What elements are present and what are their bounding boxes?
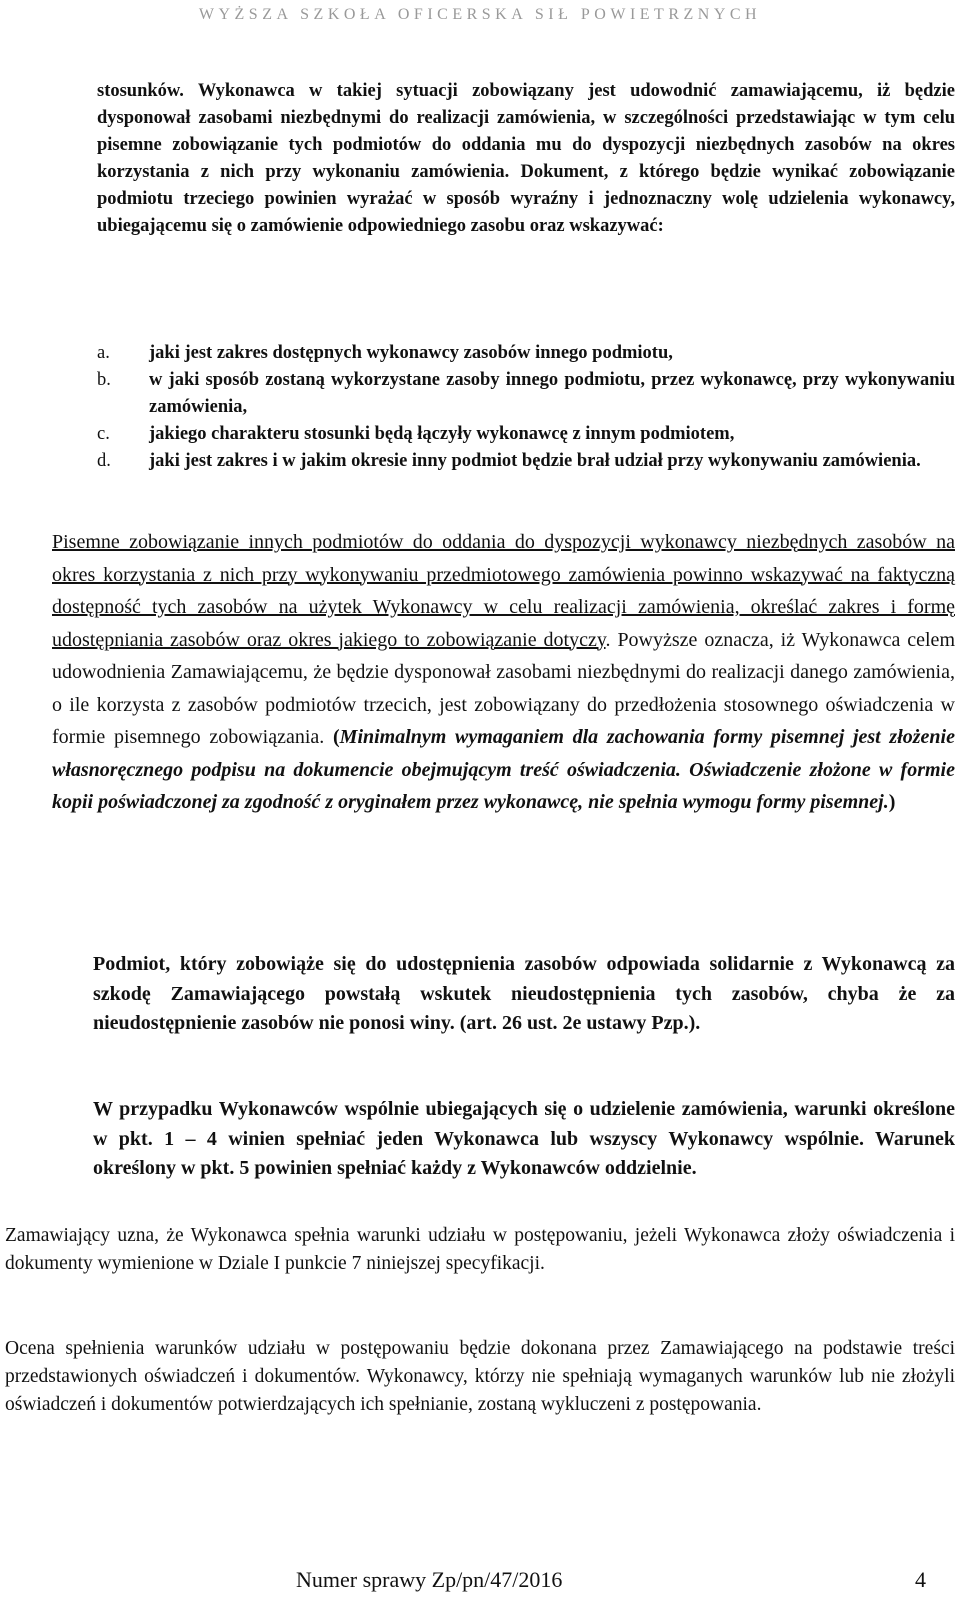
list-item-text: jaki jest zakres dostępnych wykonawcy zasobów innego podmiotu, xyxy=(149,343,673,363)
list-item xyxy=(97,448,955,475)
list-item-text: jaki jest zakres i w jakim okresie inny podmiot będzie brał udział przy wykonywaniu zamówienia. xyxy=(149,451,921,471)
footer-case-number: Numer sprawy Zp/pn/47/2016 xyxy=(296,1567,563,1592)
list-item-text: jakiego charakteru stosunki będą łączyły wykonawcę z innym podmiotem, xyxy=(149,424,735,444)
requirements-list xyxy=(97,340,955,475)
underlined-text: Pisemne zobowiązanie innych podmiotów do oddania do dyspozycji wykonawcy niezbędnych zasobów na okres korzystania z nich przy wykonywaniu przedmiotowego zamówienia powinno wskazywać na faktyczną dostępność tych zasobów na użytek Wykonawcy w celu realizacji zamówienia, określać zakres i formę udostępniania zasobów oraz okres jakiego to zobowiązanie dotyczy xyxy=(52,531,955,651)
paragraph-resources-commitment: stosunków. Wykonawca w takiej sytuacji zobowiązany jest udowodnić zamawiającemu, iż będzie dysponował zasobami niezbędnymi do realizacji zamówienia, w szczególności przedstawiając w tym celu pisemne zobowiązanie tych podmiotów do oddania mu do dyspozycji niezbędnych zasobów na okres korzystania z nich przy wykonaniu zamówienia. Dokument, z którego będzie wynikać zobowiązanie podmiotu trzeciego powinien wyrażać w sposób wyraźny i jednoznaczny wolę udzielenia wykonawcy, ubiegającemu się o zamówienie odpowiedniego zasobu oraz wskazywać: xyxy=(97,81,955,236)
list-item-label: a. xyxy=(97,343,110,363)
bold-close-paren: ) xyxy=(888,791,896,813)
list-item xyxy=(97,367,955,421)
paragraph-conditions-met: Zamawiający uzna, że Wykonawca spełnia warunki udziału w postępowaniu, jeżeli Wykonawca złoży oświadczenia i dokumenty wymienione w Dziale I punkcie 7 niniejszej specyfikacji. xyxy=(5,1225,955,1274)
list-item-label: d. xyxy=(97,451,111,471)
paragraph-evaluation: Ocena spełnienia warunków udziału w postępowaniu będzie dokonana przez Zamawiającego na podstawie treści przedstawionych oświadczeń i dokumentów. Wykonawcy, którzy nie spełniają wymaganych warunków lub nie złożyli oświadczeń i dokumentów potwierdzających ich spełnianie, zostaną wykluczeni z postępowania. xyxy=(5,1338,955,1415)
paragraph-written-commitment xyxy=(52,526,955,819)
paragraph-joint-contractors: W przypadku Wykonawców wspólnie ubiegających się o udzielenie zamówienia, warunki określone w pkt. 1 – 4 winien spełniać jeden Wykonawca lub wszyscy Wykonawcy wspólnie. Warunek określony w pkt. 5 powinien spełniać każdy z Wykonawców oddzielnie. xyxy=(93,1098,955,1179)
bold-open-paren: ( xyxy=(332,726,340,748)
footer-page-number: 4 xyxy=(915,1567,926,1592)
list-item-label: c. xyxy=(97,424,110,444)
list-item-text: w jaki sposób zostaną wykorzystane zasoby innego podmiotu, przez wykonawcę, przy wykonywaniu zamówienia, xyxy=(149,370,955,417)
page-header: WYŻSZA SZKOŁA OFICERSKA SIŁ POWIETRZNYCH xyxy=(198,6,762,23)
list-item xyxy=(97,421,955,448)
bold-italic-text: Minimalnym wymaganiem dla zachowania formy pisemnej jest złożenie własnoręcznego podpisu na dokumencie obejmującym treść oświadczenia. Oświadczenie złożone w formie kopii poświadczonej za zgodność z oryginałem przez wykonawcę, nie spełnia wymogu formy pisemnej. xyxy=(52,726,955,813)
list-item-label: b. xyxy=(97,370,111,390)
paragraph-joint-liability: Podmiot, który zobowiąże się do udostępnienia zasobów odpowiada solidarnie z Wykonawcą za szkodę Zamawiającego powstałą wskutek nieudostępnienia tych zasobów, chyba że za nieudostępnienie zasobów nie ponosi winy. (art. 26 ust. 2e ustawy Pzp.). xyxy=(93,953,955,1034)
plain-text: . Powyższe oznacza, iż Wykonawca celem udowodnienia Zamawiającemu, że będzie dysponował zasobami niezbędnymi do realizacji danego zamówienia, o ile korzysta z zasobów podmiotów trzecich, jest zobowiązany do przedłożenia stosownego oświadczenia w formie pisemnego zobowiązania. xyxy=(52,628,955,748)
list-item xyxy=(97,340,955,367)
